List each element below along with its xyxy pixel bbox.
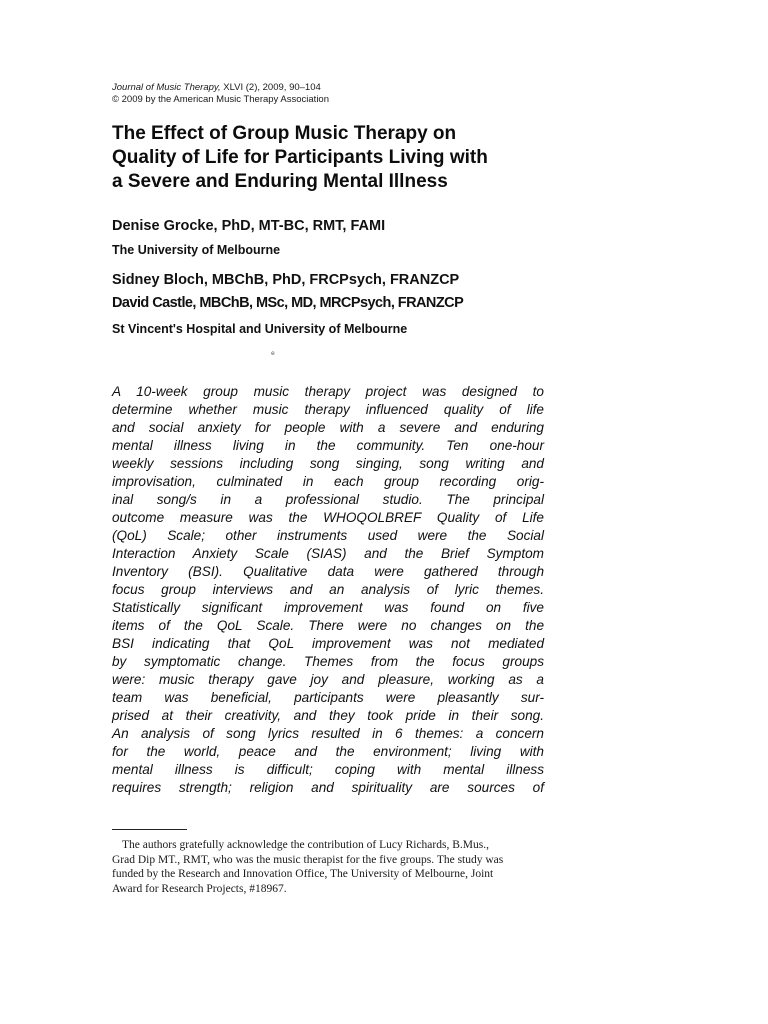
journal-name: Journal of Music Therapy, bbox=[112, 82, 221, 93]
abstract-line: focus group interviews and an analysis of lyric themes. bbox=[112, 582, 544, 597]
abstract-line: team was beneficial, participants were pleasantly sur- bbox=[112, 690, 544, 705]
abstract-line: prised at their creativity, and they took pride in their song. bbox=[112, 708, 544, 723]
footnote-line: funded by the Research and Innovation Office, The University of Melbourne, Joint bbox=[112, 868, 494, 880]
abstract-line: improvisation, culminated in each group recording orig- bbox=[112, 474, 544, 489]
affiliation-st-vincents: St Vincent's Hospital and University of Melbourne bbox=[112, 322, 408, 336]
abstract-line: Statistically significant improvement was found on five bbox=[112, 600, 544, 615]
abstract-line: determine whether music therapy influenced quality of life bbox=[112, 402, 544, 417]
footnote-line: Grad Dip MT., RMT, who was the music therapist for the five groups. The study was bbox=[112, 853, 504, 866]
affiliation-melbourne: The University of Melbourne bbox=[112, 243, 281, 257]
author-grocke: Denise Grocke, PhD, MT-BC, RMT, FAMI bbox=[112, 218, 386, 234]
abstract-line: weekly sessions including song singing, song writing and bbox=[112, 456, 544, 471]
abstract-line: and social anxiety for people with a severe and enduring bbox=[112, 420, 544, 435]
footnote-rule bbox=[112, 829, 187, 830]
abstract-line: requires strength; religion and spirituality are sources of bbox=[112, 780, 544, 795]
author-castle: David Castle, MBChB, MSc, MD, MRCPsych, FRANZCP bbox=[112, 295, 464, 311]
journal-citation bbox=[112, 82, 552, 94]
abstract-line: mental illness is difficult; coping with mental illness bbox=[112, 762, 544, 777]
abstract-line: (QoL) Scale; other instruments used were the Social bbox=[112, 528, 544, 543]
title-line: The Effect of Group Music Therapy on bbox=[112, 123, 457, 144]
author-bloch: Sidney Bloch, MBChB, PhD, FRCPsych, FRANZCP bbox=[112, 272, 460, 288]
abstract-line: for the world, peace and the environment; living with bbox=[112, 744, 544, 759]
journal-header bbox=[112, 82, 552, 106]
abstract-line: A 10-week group music therapy project was designed to bbox=[112, 384, 544, 399]
footnote-line: The authors gratefully acknowledge the contribution of Lucy Richards, B.Mus., bbox=[122, 839, 489, 851]
abstract bbox=[112, 383, 544, 797]
title-line: a Severe and Enduring Mental Illness bbox=[112, 171, 448, 192]
title-line: Quality of Life for Participants Living with bbox=[112, 147, 488, 168]
article-title bbox=[112, 122, 552, 194]
abstract-line: Inventory (BSI). Qualitative data were gathered through bbox=[112, 564, 544, 579]
abstract-line: outcome measure was the WHOQOLBREF Quality of Life bbox=[112, 510, 544, 525]
abstract-line: An analysis of song lyrics resulted in 6 themes: a concern bbox=[112, 726, 544, 741]
abstract-line: BSI indicating that QoL improvement was not mediated bbox=[112, 636, 544, 651]
stray-mark: e bbox=[271, 350, 275, 357]
abstract-line: Interaction Anxiety Scale (SIAS) and the Brief Symptom bbox=[112, 546, 544, 561]
copyright-line: © 2009 by the American Music Therapy Association bbox=[112, 94, 329, 105]
acknowledgement-footnote bbox=[112, 838, 632, 896]
abstract-line: inal song/s in a professional studio. The principal bbox=[112, 492, 544, 507]
abstract-line: by symptomatic change. Themes from the focus groups bbox=[112, 654, 544, 669]
abstract-line: were: music therapy gave joy and pleasure, working as a bbox=[112, 672, 544, 687]
journal-volume: XLVI (2), 2009, 90–104 bbox=[220, 82, 321, 93]
footnote-line: Award for Research Projects, #18967. bbox=[112, 882, 287, 895]
abstract-line: items of the QoL Scale. There were no changes on the bbox=[112, 618, 544, 633]
abstract-line: mental illness living in the community. Ten one-hour bbox=[112, 438, 544, 453]
